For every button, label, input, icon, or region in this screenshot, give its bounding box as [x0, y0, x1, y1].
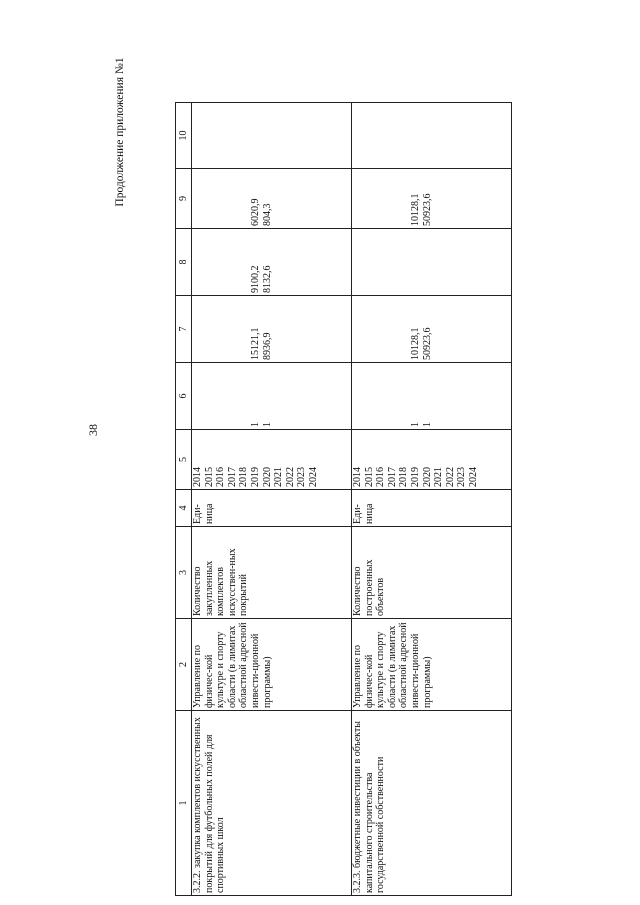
value-entry: [387, 298, 399, 360]
value-entry: [375, 298, 387, 360]
year-label: 2017: [386, 467, 398, 487]
value-entry: [445, 171, 457, 226]
value-entry: [227, 105, 239, 166]
year-label: 2019: [409, 467, 421, 487]
value-entry: [308, 298, 320, 360]
value-entry: 50923,6: [421, 327, 433, 360]
value-entry: [204, 365, 216, 427]
value-entry: [364, 105, 376, 166]
year-label: 2018: [238, 467, 250, 487]
value-entry: [445, 365, 457, 427]
page-number: 38: [86, 424, 100, 436]
value-entry: [410, 231, 422, 293]
value-entry: [238, 365, 250, 427]
header-cell: 10: [176, 103, 192, 169]
value-entry: [445, 105, 457, 166]
year-label: 2024: [307, 467, 319, 487]
year-label: 2022: [444, 467, 456, 487]
value-entry: 1: [261, 422, 273, 427]
value-entry: [387, 365, 399, 427]
value-entry: [227, 231, 239, 293]
year-label: 2015: [203, 467, 215, 487]
value-entry: 50923,6: [421, 193, 433, 226]
value-entry: 8132,6: [261, 265, 273, 293]
value-entry: [273, 365, 285, 427]
value-entry: [364, 365, 376, 427]
value-entry: [227, 365, 239, 427]
header-row: [176, 103, 192, 896]
value-entry: [375, 171, 387, 226]
value-entry: [364, 171, 376, 226]
value-entry: [398, 231, 410, 293]
header-cell: 2: [176, 619, 192, 711]
value-entry: [296, 231, 308, 293]
activity-cell: 3.2.2. закупка комплектов искусственных покрытий для футбольных полей для спортивных школ: [192, 711, 352, 896]
value-entry: [192, 231, 204, 293]
value-entry: [308, 171, 320, 226]
value-entry: [308, 365, 320, 427]
value-cell: [352, 229, 512, 296]
year-label: 2021: [433, 467, 445, 487]
value-entry: [273, 105, 285, 166]
year-label: 2018: [398, 467, 410, 487]
value-entry: [192, 105, 204, 166]
year-label: 2024: [467, 467, 479, 487]
value-entry: [468, 231, 480, 293]
value-entry: [204, 171, 216, 226]
value-entry: [422, 231, 434, 293]
executor-cell: Управление по физичес-кой культуре и спорту области (в лимитах областной адресной инвести-ционной программы): [352, 619, 512, 711]
value-cell: [192, 296, 352, 363]
value-cell: [352, 363, 512, 430]
year-cell: [352, 430, 512, 490]
header-cell: 8: [176, 229, 192, 296]
value-entry: [285, 365, 297, 427]
value-entry: [456, 365, 468, 427]
value-entry: [215, 298, 227, 360]
value-entry: 15121,1: [249, 327, 261, 360]
value-cell: [352, 169, 512, 229]
year-cell: [192, 430, 352, 490]
value-entry: 10128,1: [409, 327, 421, 360]
value-entry: [456, 171, 468, 226]
value-entry: 10128,1: [409, 193, 421, 226]
value-entry: [192, 298, 204, 360]
value-entry: [468, 365, 480, 427]
header-cell: 9: [176, 169, 192, 229]
value-entry: [433, 171, 445, 226]
activity-cell: 3.2.3. бюджетные инвестиции в объекты капитального строительства государственной собственности: [352, 711, 512, 896]
value-entry: [192, 171, 204, 226]
value-entry: [352, 365, 364, 427]
value-entry: [445, 231, 457, 293]
year-label: 2014: [352, 467, 363, 487]
value-entry: [387, 171, 399, 226]
year-label: 2016: [215, 467, 227, 487]
value-entry: [468, 298, 480, 360]
value-entry: [273, 171, 285, 226]
value-entry: [398, 365, 410, 427]
value-entry: [215, 365, 227, 427]
value-entry: [456, 231, 468, 293]
header-cell: 3: [176, 527, 192, 619]
value-entry: [308, 231, 320, 293]
table-row: [192, 103, 352, 896]
value-entry: [273, 298, 285, 360]
value-entry: [352, 171, 364, 226]
indicator-cell: Количество построенных объектов: [352, 527, 512, 619]
value-entry: [375, 365, 387, 427]
value-entry: [375, 231, 387, 293]
value-entry: [364, 231, 376, 293]
value-entry: [468, 105, 480, 166]
value-cell: [192, 363, 352, 430]
value-entry: [227, 298, 239, 360]
value-cell: [352, 103, 512, 169]
value-entry: [227, 171, 239, 226]
value-entry: [296, 105, 308, 166]
value-entry: [433, 298, 445, 360]
value-entry: [433, 105, 445, 166]
value-entry: [308, 105, 320, 166]
value-entry: [433, 365, 445, 427]
unit-cell: Еди-ница: [352, 490, 512, 527]
value-entry: [285, 231, 297, 293]
value-entry: [204, 231, 216, 293]
value-entry: [215, 105, 227, 166]
value-entry: [285, 171, 297, 226]
value-entry: [285, 298, 297, 360]
value-entry: 1: [249, 422, 261, 427]
value-entry: [204, 105, 216, 166]
value-cell: [192, 229, 352, 296]
value-entry: [352, 231, 364, 293]
value-entry: [422, 105, 434, 166]
value-entry: [273, 231, 285, 293]
value-entry: 6020,9: [249, 198, 261, 226]
header-cell: 1: [176, 711, 192, 896]
value-entry: 1: [409, 422, 421, 427]
value-entry: [387, 231, 399, 293]
value-entry: [296, 298, 308, 360]
value-entry: 9100,2: [249, 265, 261, 293]
year-label: 2021: [273, 467, 285, 487]
value-entry: [456, 105, 468, 166]
value-entry: [352, 298, 364, 360]
value-entry: [468, 171, 480, 226]
header-cell: 4: [176, 490, 192, 527]
value-entry: [262, 105, 274, 166]
year-label: 2022: [284, 467, 296, 487]
continuation-note: Продолжение приложения №1: [114, 57, 126, 207]
value-entry: [285, 105, 297, 166]
year-label: 2014: [192, 467, 203, 487]
value-entry: [398, 105, 410, 166]
year-label: 2020: [421, 467, 433, 487]
value-entry: [238, 231, 250, 293]
value-cell: [192, 169, 352, 229]
value-entry: [352, 105, 364, 166]
unit-cell: Еди-ница: [192, 490, 352, 527]
year-label: 2023: [296, 467, 308, 487]
value-entry: [204, 298, 216, 360]
value-entry: [296, 171, 308, 226]
value-entry: [456, 298, 468, 360]
value-entry: [364, 298, 376, 360]
year-label: 2020: [261, 467, 273, 487]
value-entry: [238, 171, 250, 226]
value-entry: [296, 365, 308, 427]
year-label: 2016: [375, 467, 387, 487]
header-cell: 5: [176, 430, 192, 490]
value-entry: [387, 105, 399, 166]
value-entry: [215, 231, 227, 293]
year-label: 2023: [456, 467, 468, 487]
value-entry: [238, 298, 250, 360]
year-label: 2015: [363, 467, 375, 487]
value-cell: [352, 296, 512, 363]
indicator-cell: Количество закупленных комплектов искусствен-ных покрытий: [192, 527, 352, 619]
value-entry: [375, 105, 387, 166]
value-entry: [410, 105, 422, 166]
year-label: 2017: [226, 467, 238, 487]
value-cell: [192, 103, 352, 169]
year-label: 2019: [249, 467, 261, 487]
executor-cell: Управление по физичес-кой культуре и спорту области (в лимитах областной адресной инвести-ционной программы): [192, 619, 352, 711]
value-entry: [445, 298, 457, 360]
value-entry: [215, 171, 227, 226]
value-entry: 8936,9: [261, 332, 273, 360]
rotated-table-holder: [175, 103, 512, 896]
header-cell: 7: [176, 296, 192, 363]
value-entry: [192, 365, 204, 427]
value-entry: [238, 105, 250, 166]
value-entry: [398, 298, 410, 360]
data-table: [175, 102, 512, 896]
value-entry: [250, 105, 262, 166]
header-cell: 6: [176, 363, 192, 430]
table-row: [352, 103, 512, 896]
value-entry: 1: [421, 422, 433, 427]
value-entry: 804,3: [261, 203, 273, 226]
value-entry: [398, 171, 410, 226]
value-entry: [433, 231, 445, 293]
